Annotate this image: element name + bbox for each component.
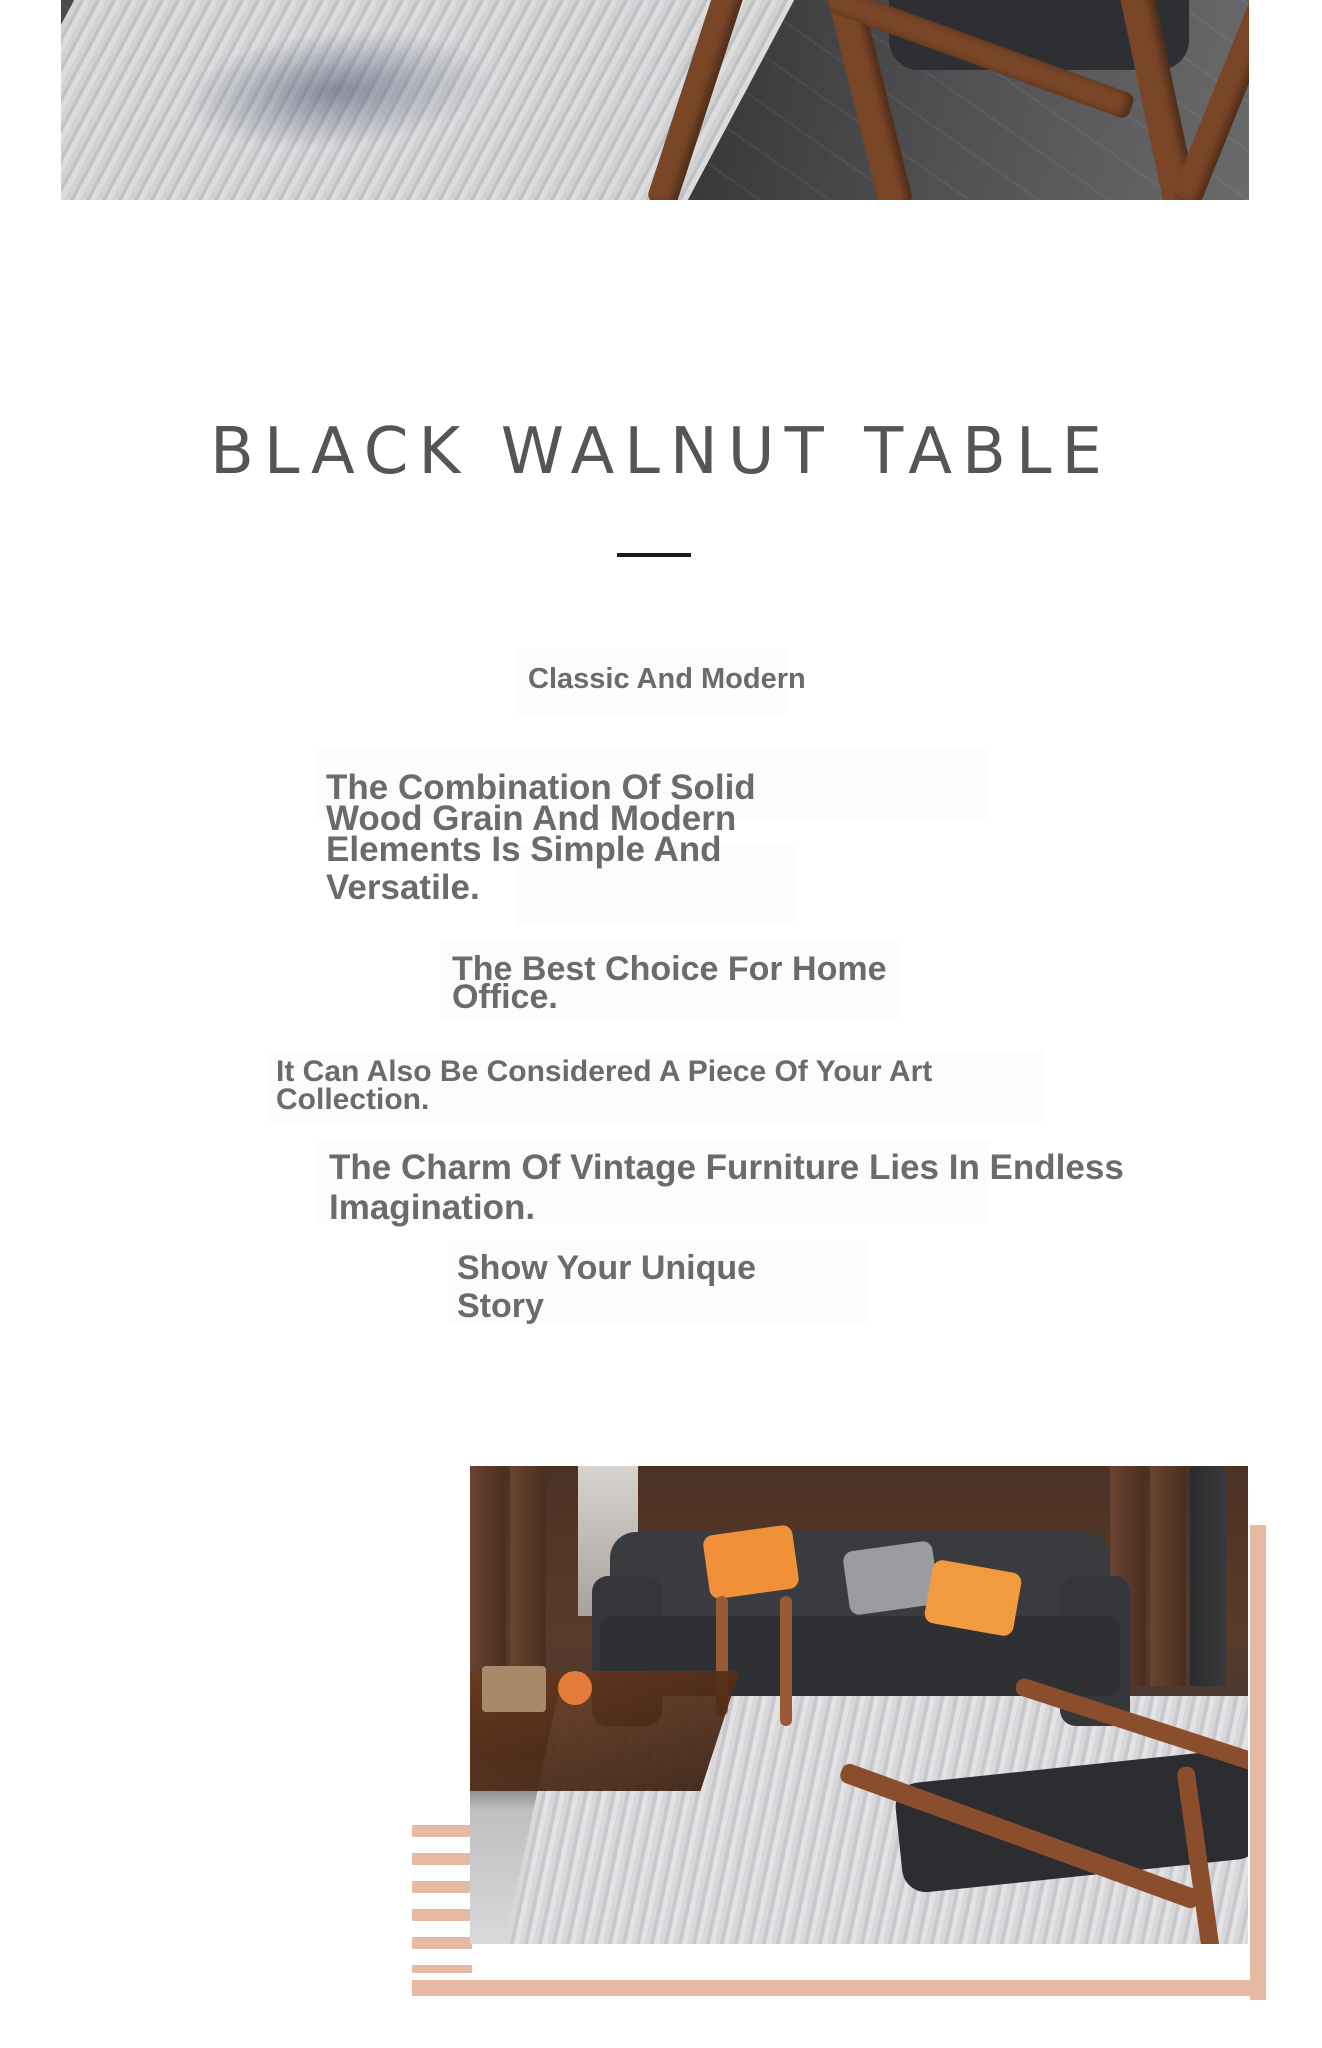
frame-right-bar [1250, 1525, 1266, 2000]
wood-wall-panel [1190, 1466, 1226, 1686]
stripe [412, 1937, 472, 1949]
tagline-classic-modern: Classic And Modern [528, 663, 806, 695]
side-table-leg [780, 1596, 792, 1726]
tagline-line: Collection. [276, 1083, 430, 1116]
stripe [412, 1825, 472, 1837]
frame-bottom-bar [412, 1980, 1266, 1996]
tagline-art-collection [276, 1055, 1076, 1116]
tissue-box [482, 1666, 546, 1712]
wood-wall-panel [1150, 1466, 1186, 1686]
tagline-line: Story [457, 1287, 544, 1325]
tagline-line: Show Your Unique [457, 1249, 757, 1287]
top-product-photo [61, 0, 1249, 200]
stripe [412, 1853, 472, 1865]
tagline-line: Office. [452, 978, 558, 1016]
tagline-line: The Best Choice For Home [452, 950, 887, 988]
stripe [412, 1909, 472, 1921]
title-divider [617, 553, 691, 557]
tagline-vintage-charm [329, 1148, 1189, 1228]
tagline-line: Versatile. [326, 868, 480, 907]
orange-jar [558, 1671, 592, 1705]
tagline-line: The Combination Of Solid [326, 768, 756, 807]
tagline-line: It Can Also Be Considered A Piece Of Your Art [276, 1055, 933, 1088]
tagline-best-choice [452, 950, 912, 1016]
pillow-orange [702, 1524, 800, 1600]
wood-wall-panel [470, 1466, 506, 1686]
stripe [412, 1881, 472, 1893]
tagline-line: Elements Is Simple And [326, 830, 722, 869]
bottom-room-photo [470, 1466, 1248, 1944]
tagline-unique-story [457, 1249, 787, 1325]
tagline-line: Wood Grain And Modern [326, 799, 737, 838]
page-title: BLACK WALNUT TABLE [210, 415, 1112, 489]
tagline-line: Imagination. [329, 1188, 536, 1227]
tagline-combination [326, 768, 786, 907]
stripe [412, 1965, 472, 1973]
tagline-line: The Charm Of Vintage Furniture Lies In Endless [329, 1148, 1124, 1187]
wood-wall-panel [510, 1466, 546, 1686]
